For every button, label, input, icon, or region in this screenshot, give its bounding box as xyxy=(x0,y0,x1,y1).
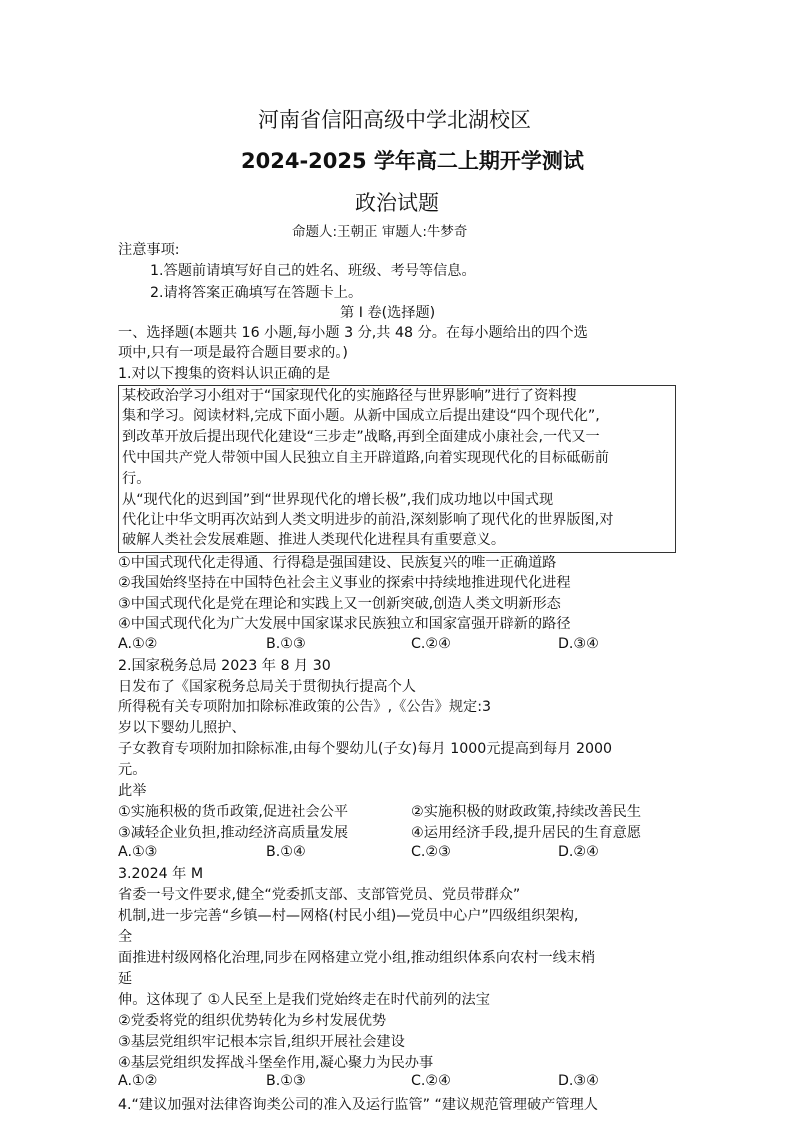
section-instructions-2: 项中,只有一项是最符合题目要求的。) xyxy=(118,345,348,361)
note-item-2: 2.请将答案正确填写在答题卡上。 xyxy=(150,285,363,301)
q2-line: 所得税有关专项附加扣除标准政策的公告》,《公告》规定:3 xyxy=(118,699,492,715)
q1-passage-line: 代化让中华文明再次站到人类文明进步的前沿,深刻影响了现代化的世界版图,对 xyxy=(122,512,614,528)
q3-line: 机制,进一步完善“乡镇—村—网格(村民小组)—党员中心户”四级组织架构, xyxy=(118,908,579,924)
exam-title: 2024-2025 学年高二上期开学测试 xyxy=(241,149,584,173)
q3-option-d: D.③④ xyxy=(558,1073,599,1089)
q2-line: 日发布了《国家税务总局关于贯彻执行提高个人 xyxy=(118,679,416,695)
q2-line: 岁以下婴幼儿照护、 xyxy=(118,720,246,736)
q1-item-3: ③中国式现代化是党在理论和实践上又一创新突破,创造人类文明新形态 xyxy=(118,596,561,612)
q1-option-c: C.②④ xyxy=(411,636,451,652)
q1-passage-line: 从“现代化的迟到国”到“世界现代化的增长极”,我们成功地以中国式现 xyxy=(122,492,554,508)
q1-passage-line: 代中国共产党人带领中国人民独立自主开辟道路,向着实现现代化的目标砥砺前 xyxy=(122,450,609,466)
q1-material-box xyxy=(118,385,676,553)
part-title: 第 I 卷(选择题) xyxy=(340,305,436,321)
q3-option-b: B.①③ xyxy=(266,1073,306,1089)
q2-item-3: ③减轻企业负担,推动经济高质量发展 xyxy=(118,825,349,841)
q3-item-3: ③基层党组织牢记根本宗旨,组织开展社会建设 xyxy=(118,1034,405,1050)
q3-line: 伸。这体现了 ①人民至上是我们党始终走在时代前列的法宝 xyxy=(118,992,490,1008)
q3-item-4: ④基层党组织发挥战斗堡垒作用,凝心聚力为民办事 xyxy=(118,1055,434,1071)
q2-item-1: ①实施积极的货币政策,促进社会公平 xyxy=(118,804,349,820)
q2-option-c: C.②③ xyxy=(411,844,451,860)
school-name: 河南省信阳高级中学北湖校区 xyxy=(258,108,531,132)
q3-line: 延 xyxy=(118,971,133,987)
note-item-1: 1.答题前请填写好自己的姓名、班级、考号等信息。 xyxy=(150,263,476,279)
q2-option-a: A.①③ xyxy=(118,844,158,860)
q1-passage-line: 到改革开放后提出现代化建设“三步走”战略,再到全面建成小康社会,一代又一 xyxy=(122,429,600,445)
q2-line: 此举 xyxy=(118,783,147,799)
q1-passage-line: 行。 xyxy=(122,471,151,487)
q2-line: 元。 xyxy=(118,762,147,778)
q3-line: 全 xyxy=(118,929,133,945)
q2-line: 子女教育专项附加扣除标准,由每个婴幼儿(子女)每月 1000元提高到每月 2000 xyxy=(118,741,613,757)
q1-passage-line: 某校政治学习小组对于“国家现代化的实施路径与世界影响”进行了资料搜 xyxy=(122,388,577,404)
q1-passage-line: 破解人类社会发展难题、推进人类现代化进程具有重要意义。 xyxy=(122,532,506,548)
q3-line: 省委一号文件要求,健全“党委抓支部、支部管党员、党员带群众” xyxy=(118,887,521,903)
q3-line: 面推进村级网格化治理,同步在网格建立党小组,推动组织体系向农村一线末梢 xyxy=(118,950,596,966)
q2-item-4: ④运用经济手段,提升居民的生育意愿 xyxy=(411,825,642,841)
section-instructions-1: 一、选择题(本题共 16 小题,每小题 3 分,共 48 分。在每小题给出的四个选 xyxy=(118,325,588,341)
q1-option-a: A.①② xyxy=(118,636,158,652)
q1-item-2: ②我国始终坚持在中国特色社会主义事业的探索中持续地推进现代化进程 xyxy=(118,575,571,591)
q4-line: 4.“建议加强对法律咨询类公司的准入及运行监管” “建议规范管理破产管理人 xyxy=(118,1097,598,1113)
q2-line: 2.国家税务总局 2023 年 8 月 30 xyxy=(118,658,331,674)
q1-stem: 1.对以下搜集的资料认识正确的是 xyxy=(118,366,331,382)
q1-item-1: ①中国式现代化走得通、行得稳是强国建设、民族复兴的唯一正确道路 xyxy=(118,555,557,571)
q3-option-a: A.①② xyxy=(118,1073,158,1089)
q3-line: 3.2024 年 M xyxy=(118,866,204,882)
q1-option-b: B.①③ xyxy=(266,636,306,652)
subject-title: 政治试题 xyxy=(355,191,439,215)
q1-passage-line: 集和学习。阅读材料,完成下面小题。从新中国成立后提出建设“四个现代化”, xyxy=(122,408,600,424)
q2-option-d: D.②④ xyxy=(558,844,599,860)
notes-title: 注意事项: xyxy=(118,242,180,258)
q1-option-d: D.③④ xyxy=(558,636,599,652)
q1-item-4: ④中国式现代化为广大发展中国家谋求民族独立和国家富强开辟新的路径 xyxy=(118,616,571,632)
q2-item-2: ②实施积极的财政政策,持续改善民生 xyxy=(411,804,642,820)
q2-option-b: B.①④ xyxy=(266,844,306,860)
q3-item-2: ②党委将党的组织优势转化为乡村发展优势 xyxy=(118,1013,387,1029)
authors: 命题人:王朝正 审题人:牛梦奇 xyxy=(292,224,468,240)
q3-option-c: C.②④ xyxy=(411,1073,451,1089)
